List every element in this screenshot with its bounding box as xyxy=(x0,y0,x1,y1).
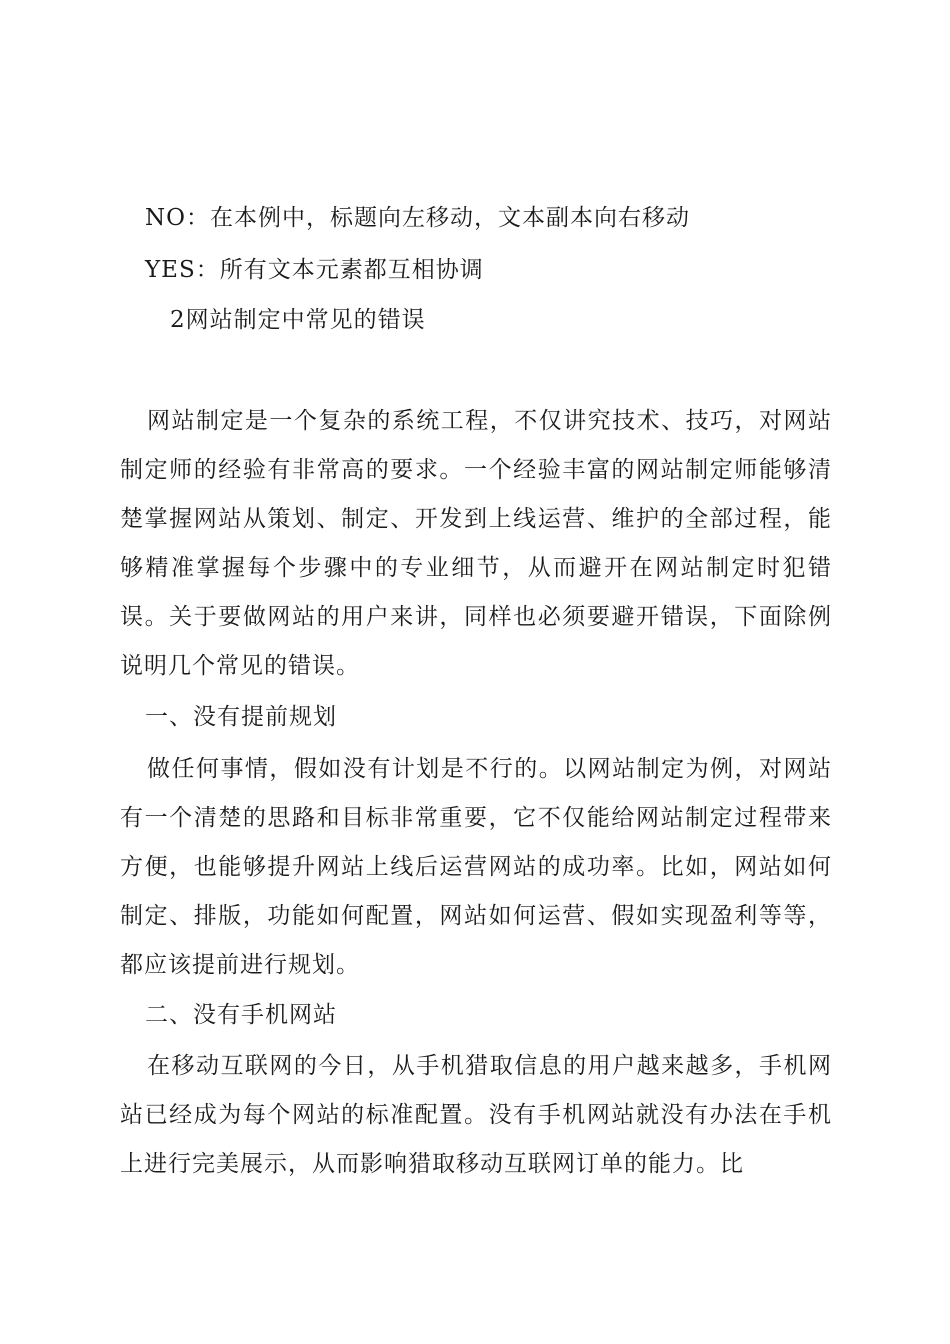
section-title: 2网站制定中常见的错误 xyxy=(170,307,426,333)
heading-no-planning: 一、没有提前规划 xyxy=(145,704,337,730)
yes-example-line: YES：所有文本元素都互相协调 xyxy=(145,257,484,283)
body-paragraph-2: 做任何事情，假如没有计划是不行的。以网站制定为例，对网站有一个清楚的思路和目标非常重要，它不仅能给网站制定过程带来方便，也能够提升网站上线后运营网站的成功率。比如，网站如何制定、排版，功能如何配置，网站如何运营、假如实现盈利等等，都应该提前进行规划。 xyxy=(120,756,832,978)
body-paragraph-3: 在移动互联网的今日，从手机猎取信息的用户越来越多，手机网站已经成为每个网站的标准配置。没有手机网站就没有办法在手机上进行完美展示，从而影响猎取移动互联网订单的能力。比 xyxy=(120,1053,832,1177)
no-example-line: NO：在本例中，标题向左移动，文本副本向右移动 xyxy=(145,205,690,231)
body-paragraph-1: 网站制定是一个复杂的系统工程，不仅讲究技术、技巧，对网站制定师的经验有非常高的要求。一个经验丰富的网站制定师能够清楚掌握网站从策划、制定、开发到上线运营、维护的全部过程，能够精准掌握每个步骤中的专业细节，从而避开在网站制定时犯错误。关于要做网站的用户来讲，同样也必须要避开错误，下面除例说明几个常见的错误。 xyxy=(120,408,832,679)
heading-no-mobile-site: 二、没有手机网站 xyxy=(145,1002,337,1028)
